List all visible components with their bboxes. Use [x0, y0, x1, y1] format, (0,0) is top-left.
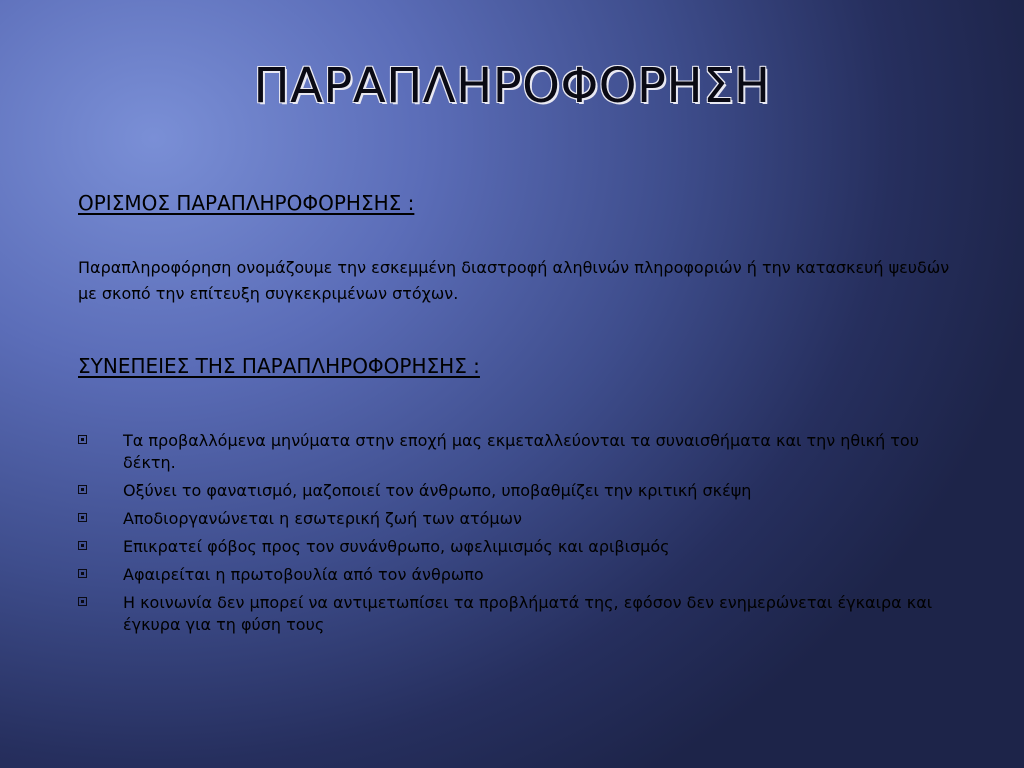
square-bullet-icon — [78, 597, 87, 606]
list-item — [78, 480, 958, 502]
square-bullet-icon — [78, 435, 87, 444]
definition-heading: ΟΡΙΣΜΟΣ ΠΑΡΑΠΛΗΡΟΦΟΡΗΣΗΣ : — [78, 191, 415, 215]
list-item-text: Τα προβαλλόμενα μηνύματα στην εποχή μας εκμεταλλεύονται τα συναισθήματα και την ηθική του δέκτη. — [123, 431, 919, 472]
list-item-text: Επικρατεί φόβος προς τον συνάνθρωπο, ωφελιμισμός και αριβισμός — [123, 537, 670, 556]
square-bullet-icon — [78, 541, 87, 550]
list-item-text: Η κοινωνία δεν μπορεί να αντιμετωπίσει τα προβλήματά της, εφόσον δεν ενημερώνεται έγκαιρα και έγκυρα για τη φύση τους — [123, 593, 933, 634]
list-item-text: Οξύνει το φανατισμό, μαζοποιεί τον άνθρωπο, υποβαθμίζει την κριτική σκέψη — [123, 481, 752, 500]
square-bullet-icon — [78, 513, 87, 522]
list-item-text: Αποδιοργανώνεται η εσωτερική ζωή των ατόμων — [123, 509, 522, 528]
list-item-text: Αφαιρείται η πρωτοβουλία από τον άνθρωπο — [123, 565, 484, 584]
consequences-list — [78, 430, 958, 642]
list-item — [78, 508, 958, 530]
slide-title: ΠΑΡΑΠΛΗΡΟΦΟΡΗΣΗ — [253, 58, 771, 114]
list-item — [78, 592, 958, 636]
list-item — [78, 536, 958, 558]
list-item — [78, 564, 958, 586]
square-bullet-icon — [78, 569, 87, 578]
consequences-heading: ΣΥΝΕΠΕΙΕΣ ΤΗΣ ΠΑΡΑΠΛΗΡΟΦΟΡΗΣΗΣ : — [78, 354, 480, 378]
definition-text: Παραπληροφόρηση ονομάζουμε την εσκεμμένη διαστροφή αληθινών πληροφοριών ή την κατασκευή ψευδών με σκοπό την επίτευξη συγκεκριμένων στόχων. — [78, 258, 950, 303]
square-bullet-icon — [78, 485, 87, 494]
list-item — [78, 430, 958, 474]
